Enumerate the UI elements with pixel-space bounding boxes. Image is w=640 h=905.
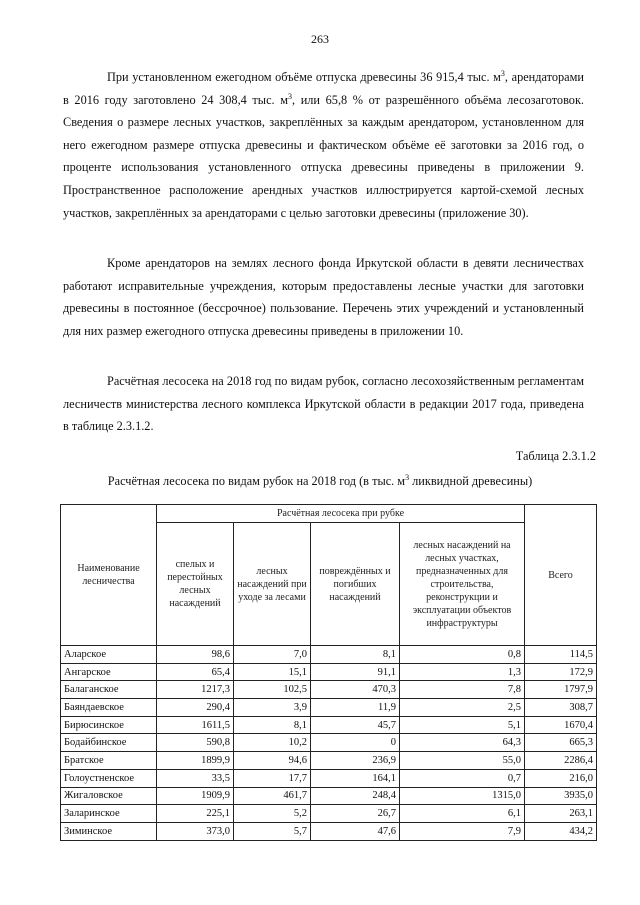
forestry-name-cell: Аларское [61, 646, 157, 664]
value-cell: 1,3 [400, 663, 525, 681]
paragraph-text: При установленном ежегодном объёме отпуска древесины 36 915,4 тыс. м [107, 70, 501, 84]
value-cell: 2,5 [400, 699, 525, 717]
value-cell: 17,7 [234, 769, 311, 787]
value-cell: 98,6 [157, 646, 234, 664]
table-row [61, 734, 597, 752]
value-cell: 290,4 [157, 699, 234, 717]
table-row [61, 787, 597, 805]
forestry-name-cell: Братское [61, 752, 157, 770]
value-cell: 590,8 [157, 734, 234, 752]
header-col1: спелых и перестойных лесных насаждений [157, 523, 234, 646]
table-row [61, 681, 597, 699]
total-cell: 308,7 [525, 699, 597, 717]
header-col4: лесных насаждений на лесных участках, предназначенных для строительства, реконструкции и эксплуатации объектов инфраструктуры [400, 523, 525, 646]
forestry-name-cell: Баяндаевское [61, 699, 157, 717]
value-cell: 0,8 [400, 646, 525, 664]
harvest-table [60, 504, 597, 841]
table-row [61, 646, 597, 664]
superscript: 3 [288, 91, 293, 101]
table-row [61, 805, 597, 823]
forestry-name-cell: Жигаловское [61, 787, 157, 805]
forestry-name-cell: Зиминское [61, 822, 157, 840]
forestry-name-cell: Бирюсинское [61, 716, 157, 734]
value-cell: 8,1 [311, 646, 400, 664]
value-cell: 7,0 [234, 646, 311, 664]
value-cell: 0,7 [400, 769, 525, 787]
value-cell: 45,7 [311, 716, 400, 734]
paragraph-correctional-institutions: Кроме арендаторов на землях лесного фонда Иркутской области в девяти лесничествах работают исправительные учреждения, которым предоставлены лесные участки для заготовки древесины в постоянное (бессрочное) пользование. Перечень этих учреждений и установленный для них размер ежегодного отпуска древесины приведены в приложении 10. [63, 256, 584, 338]
table-label: Таблица 2.3.1.2 [515, 449, 596, 463]
value-cell: 1899,9 [157, 752, 234, 770]
value-cell: 373,0 [157, 822, 234, 840]
total-cell: 216,0 [525, 769, 597, 787]
value-cell: 91,1 [311, 663, 400, 681]
total-cell: 263,1 [525, 805, 597, 823]
forestry-name-cell: Заларинское [61, 805, 157, 823]
paragraph-text: , или 65,8 % от разрешённого объёма лесозаготовок. Сведения о размере лесных участков, закреплённых за каждым арендатором, установленном для него ежегодном размере отпуска древесины и фактическом объёме её заготовки за 2016 год, о проценте использования установленного отпуска древесины приведены в приложении 9. Пространственное расположение арендных участков иллюстрируется картой-схемой лесных участков, закреплённых за арендаторами с целью заготовки древесины (приложение 30). [63, 92, 584, 220]
caption-text: Расчётная лесосека по видам рубок на 2018 год (в тыс. м [107, 474, 406, 488]
header-total: Всего [525, 505, 597, 646]
value-cell: 10,2 [234, 734, 311, 752]
value-cell: 15,1 [234, 663, 311, 681]
superscript: 3 [500, 68, 505, 78]
total-cell: 114,5 [525, 646, 597, 664]
value-cell: 26,7 [311, 805, 400, 823]
value-cell: 11,9 [311, 699, 400, 717]
value-cell: 65,4 [157, 663, 234, 681]
table-caption [0, 474, 640, 489]
table-row [61, 716, 597, 734]
value-cell: 248,4 [311, 787, 400, 805]
value-cell: 7,9 [400, 822, 525, 840]
value-cell: 33,5 [157, 769, 234, 787]
total-cell: 3935,0 [525, 787, 597, 805]
value-cell: 225,1 [157, 805, 234, 823]
page-number: 263 [311, 32, 329, 46]
total-cell: 1670,4 [525, 716, 597, 734]
table-row [61, 699, 597, 717]
value-cell: 94,6 [234, 752, 311, 770]
table-row [61, 752, 597, 770]
value-cell: 461,7 [234, 787, 311, 805]
value-cell: 6,1 [400, 805, 525, 823]
value-cell: 1909,9 [157, 787, 234, 805]
value-cell: 64,3 [400, 734, 525, 752]
total-cell: 434,2 [525, 822, 597, 840]
forestry-name-cell: Балаганское [61, 681, 157, 699]
value-cell: 1315,0 [400, 787, 525, 805]
value-cell: 47,6 [311, 822, 400, 840]
value-cell: 1611,5 [157, 716, 234, 734]
value-cell: 5,2 [234, 805, 311, 823]
value-cell: 1217,3 [157, 681, 234, 699]
caption-text: ликвидной древесины) [409, 474, 533, 488]
value-cell: 3,9 [234, 699, 311, 717]
value-cell: 55,0 [400, 752, 525, 770]
paragraph-harvest-volume [63, 66, 584, 224]
forestry-name-cell: Голоустненское [61, 769, 157, 787]
value-cell: 7,8 [400, 681, 525, 699]
value-cell: 470,3 [311, 681, 400, 699]
total-cell: 172,9 [525, 663, 597, 681]
value-cell: 5,1 [400, 716, 525, 734]
value-cell: 236,9 [311, 752, 400, 770]
value-cell: 0 [311, 734, 400, 752]
superscript: 3 [405, 472, 410, 482]
table-row [61, 663, 597, 681]
table-row [61, 822, 597, 840]
value-cell: 102,5 [234, 681, 311, 699]
paragraph-table-intro: Расчётная лесосека на 2018 год по видам рубок, согласно лесохозяйственным регламентам лесничеств министерства лесного комплекса Иркутской области в редакции 2017 года, приведена в таблице 2.3.1.2. [63, 374, 584, 434]
header-name: Наименование лесничества [61, 505, 157, 646]
forestry-name-cell: Бодайбинское [61, 734, 157, 752]
table-row [61, 769, 597, 787]
header-col2: лесных насаждений при уходе за лесами [234, 523, 311, 646]
paragraph-text: , арендаторами в 2016 году заготовлено 24 308,4 тыс. м [63, 70, 584, 107]
header-group: Расчётная лесосека при рубке [157, 505, 525, 523]
total-cell: 665,3 [525, 734, 597, 752]
value-cell: 8,1 [234, 716, 311, 734]
total-cell: 2286,4 [525, 752, 597, 770]
total-cell: 1797,9 [525, 681, 597, 699]
forestry-name-cell: Ангарское [61, 663, 157, 681]
value-cell: 164,1 [311, 769, 400, 787]
header-col3: повреждённых и погибших насаждений [311, 523, 400, 646]
value-cell: 5,7 [234, 822, 311, 840]
